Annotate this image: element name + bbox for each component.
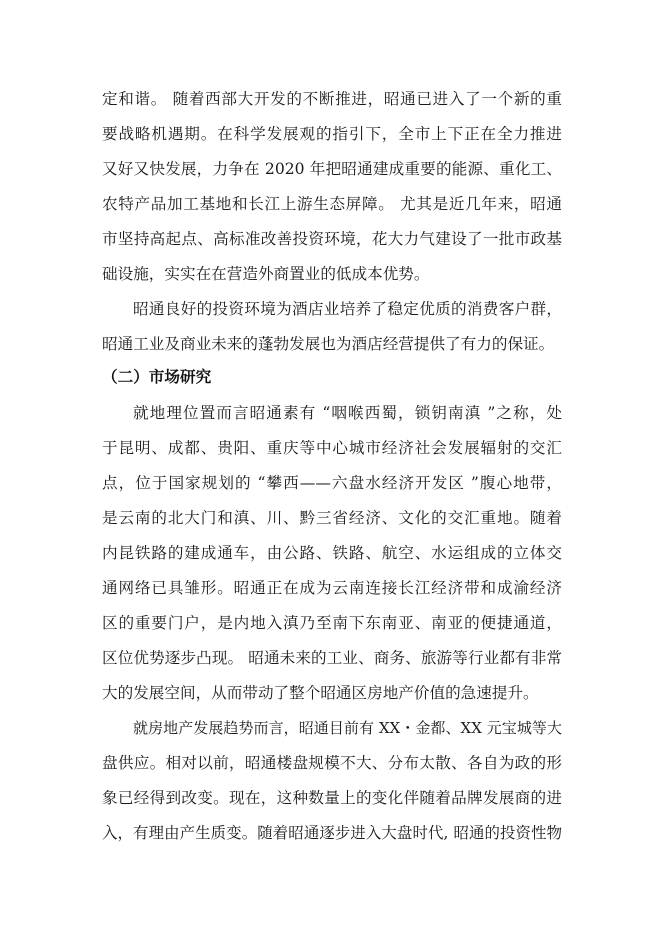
paragraph-4-line-3: 象已经得到改变。现在，这种数量上的变化伴随着品牌发展商的进 <box>102 789 562 807</box>
paragraph-3-line-6: 通网络已具雏形。昭通正在成为云南连接长江经济带和成渝经济 <box>102 579 562 597</box>
paragraph-1-line-4: 农特产品加工基地和长江上游生态屏障。 尤其是近几年来，昭通 <box>102 195 562 213</box>
section-heading: （二）市场研究 <box>102 368 212 386</box>
paragraph-4-line-4: 入，有理由产生质变。随着昭通逐步进入大盘时代, 昭通的投资性物 <box>102 824 562 842</box>
paragraph-3-line-2: 于昆明、成都、贵阳、重庆等中心城市经济社会发展辐射的交汇 <box>102 439 562 457</box>
paragraph-1-line-2: 要战略机遇期。在科学发展观的指引下，全市上下正在全力推进 <box>102 125 562 143</box>
paragraph-3-line-3: 点，位于国家规划的 “攀西——六盘水经济开发区 ”腹心地带， <box>102 474 562 492</box>
paragraph-1-line-6: 础设施，实实在在营造外商置业的低成本优势。 <box>102 265 430 283</box>
paragraph-1-line-5: 市坚持高起点、高标准改善投资环境，花大力气建设了一批市政基 <box>102 230 562 248</box>
paragraph-1-line-3: 又好又快发展，力争在 2020 年把昭通建成重要的能源、重化工、 <box>102 160 562 178</box>
paragraph-4-line-2: 盘供应。相对以前，昭通楼盘规模不大、分布太散、各自为政的形 <box>102 754 562 772</box>
paragraph-3-line-1: 就地理位置而言昭通素有 “咽喉西蜀，锁钥南滇 ”之称，处 <box>133 404 562 422</box>
paragraph-3-line-9: 大的发展空间，从而带动了整个昭通区房地产价值的急速提升。 <box>102 684 539 702</box>
paragraph-2-line-1: 昭通良好的投资环境为酒店业培养了稳定优质的消费客户群， <box>133 300 562 318</box>
paragraph-3-line-4: 是云南的北大门和滇、川、黔三省经济、文化的交汇重地。随着 <box>102 509 562 527</box>
paragraph-4-line-1: 就房地产发展趋势而言，昭通目前有 XX・金都、XX 元宝城等大 <box>133 719 562 737</box>
paragraph-2-line-2: 昭通工业及商业未来的蓬勃发展也为酒店经营提供了有力的保证。 <box>102 335 555 353</box>
paragraph-3-line-5: 内昆铁路的建成通车，由公路、铁路、航空、水运组成的立体交 <box>102 544 562 562</box>
paragraph-3-line-7: 区的重要门户，是内地入滇乃至南下东南亚、南亚的便捷通道， <box>102 614 562 632</box>
paragraph-1-line-1: 定和谐。 随着西部大开发的不断推进，昭通已进入了一个新的重 <box>102 90 562 108</box>
paragraph-3-line-8: 区位优势逐步凸现。 昭通未来的工业、商务、旅游等行业都有非常 <box>102 649 562 667</box>
